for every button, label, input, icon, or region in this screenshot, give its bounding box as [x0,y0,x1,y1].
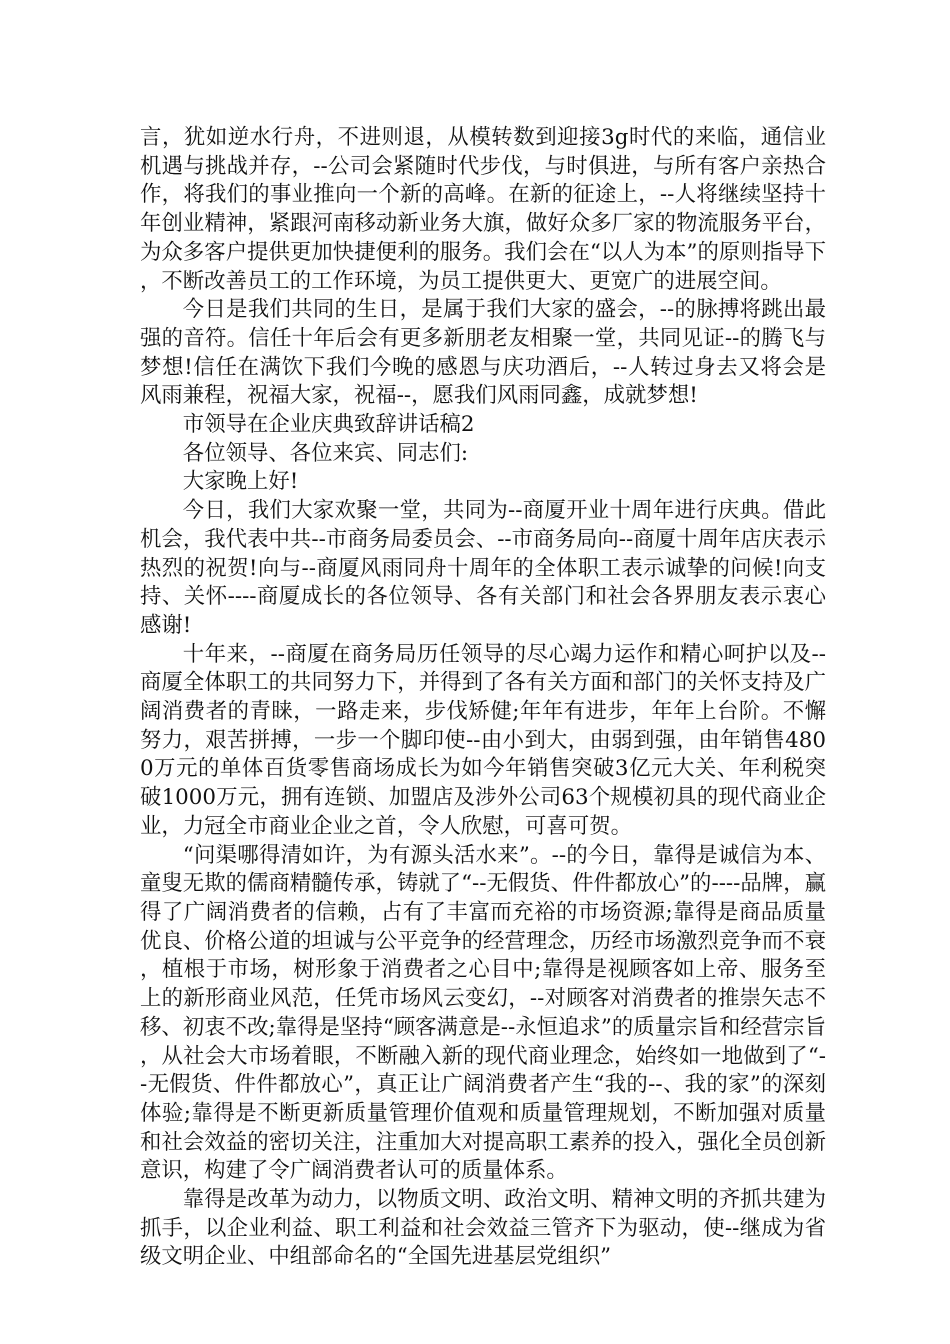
paragraph-anniversary: 今日是我们共同的生日，是属于我们大家的盛会，--的脉搏将跳出最强的音符。信任十年后会有更多新朋老友相聚一堂，共同见证--的腾飞与梦想!信任在满饮下我们今晚的感恩与庆功酒后，--人转过身去又将会是风雨兼程，祝福大家，祝福--，愿我们风雨同鑫，成就梦想! [140,297,826,409]
paragraph-opening: 今日，我们大家欢聚一堂，共同为--商厦开业十周年进行庆典。借此机会，我代表中共--市商务局委员会、--市商务局向--商厦十周年店庆表示热烈的祝贺!向与--商厦风雨同舟十周年的全体职工表示诚挚的问候!向支持、关怀----商厦成长的各位领导、各有关部门和社会各界朋友表示衷心感谢! [140,498,826,638]
paragraph-continuation: 言，犹如逆水行舟，不进则退，从模转数到迎接3g时代的来临，通信业机遇与挑战并存，--公司会紧随时代步伐，与时俱进，与所有客户亲热合作，将我们的事业推向一个新的高峰。在新的征途上，--人将继续坚持十年创业精神，紧跟河南移动新业务大旗，做好众多厂家的物流服务平台，为众多客户提供更加快捷便利的服务。我们会在“以人为本”的原则指导下，不断改善员工的工作环境，为员工提供更大、更宽广的进展空间。 [140,125,826,294]
paragraph-ten-years: 十年来，--商厦在商务局历任领导的尽心竭力运作和精心呵护以及--商厦全体职工的共同努力下，并得到了各有关方面和部门的关怀支持及广阔消费者的青睐，一路走来，步伐矫健;年年有进步，年年上台阶。不懈努力，艰苦拼搏，一步一个脚印使--由小到大，由弱到强，由年销售4800万元的单体百货零售商场成长为如今年销售突破3亿元大关、年利税突破1000万元，拥有连锁、加盟店及涉外公司63个规模初具的现代商业企业，力冠全市商业企业之首，令人欣慰，可喜可贺。 [140,641,826,839]
salutation: 各位领导、各位来宾、同志们: [182,440,469,466]
section-title: 市领导在企业庆典致辞讲话稿2 [182,412,475,438]
paragraph-reasons: “问渠哪得清如许，为有源头活水来”。--的今日，靠得是诚信为本、童叟无欺的儒商精髓传承，铸就了“--无假货、件件都放心”的----品牌，赢得了广阔消费者的信赖，占有了丰富而充裕的市场资源;靠得是商品质量优良、价格公道的坦诚与公平竞争的经营理念，历经市场激烈竞争而不衰，植根于市场，树形象于消费者之心目中;靠得是视顾客如上帝、服务至上的新形商业风范，任凭市场风云变幻，--对顾客对消费者的推崇矢志不移、初衷不改;靠得是坚持“顾客满意是--永恒追求”的质量宗旨和经营宗旨，从社会大市场着眼，不断融入新的现代商业理念，始终如一地做到了“--无假货、件件都放心”，真正让广阔消费者产生“我的--、我的家”的深刻体验;靠得是不断更新质量管理价值观和质量管理规划，不断加强对质量和社会效益的密切关注，注重加大对提高职工素养的投入，强化全员创新意识，构建了令广阔消费者认可的质量体系。 [140,842,826,1184]
document-body [140,124,826,1272]
greeting: 大家晚上好! [182,469,299,495]
paragraph-reform: 靠得是改革为动力，以物质文明、政治文明、精神文明的齐抓共建为抓手，以企业利益、职工利益和社会效益三管齐下为驱动，使--继成为省级文明企业、中组部命名的“全国先进基层党组织” [140,1187,826,1270]
